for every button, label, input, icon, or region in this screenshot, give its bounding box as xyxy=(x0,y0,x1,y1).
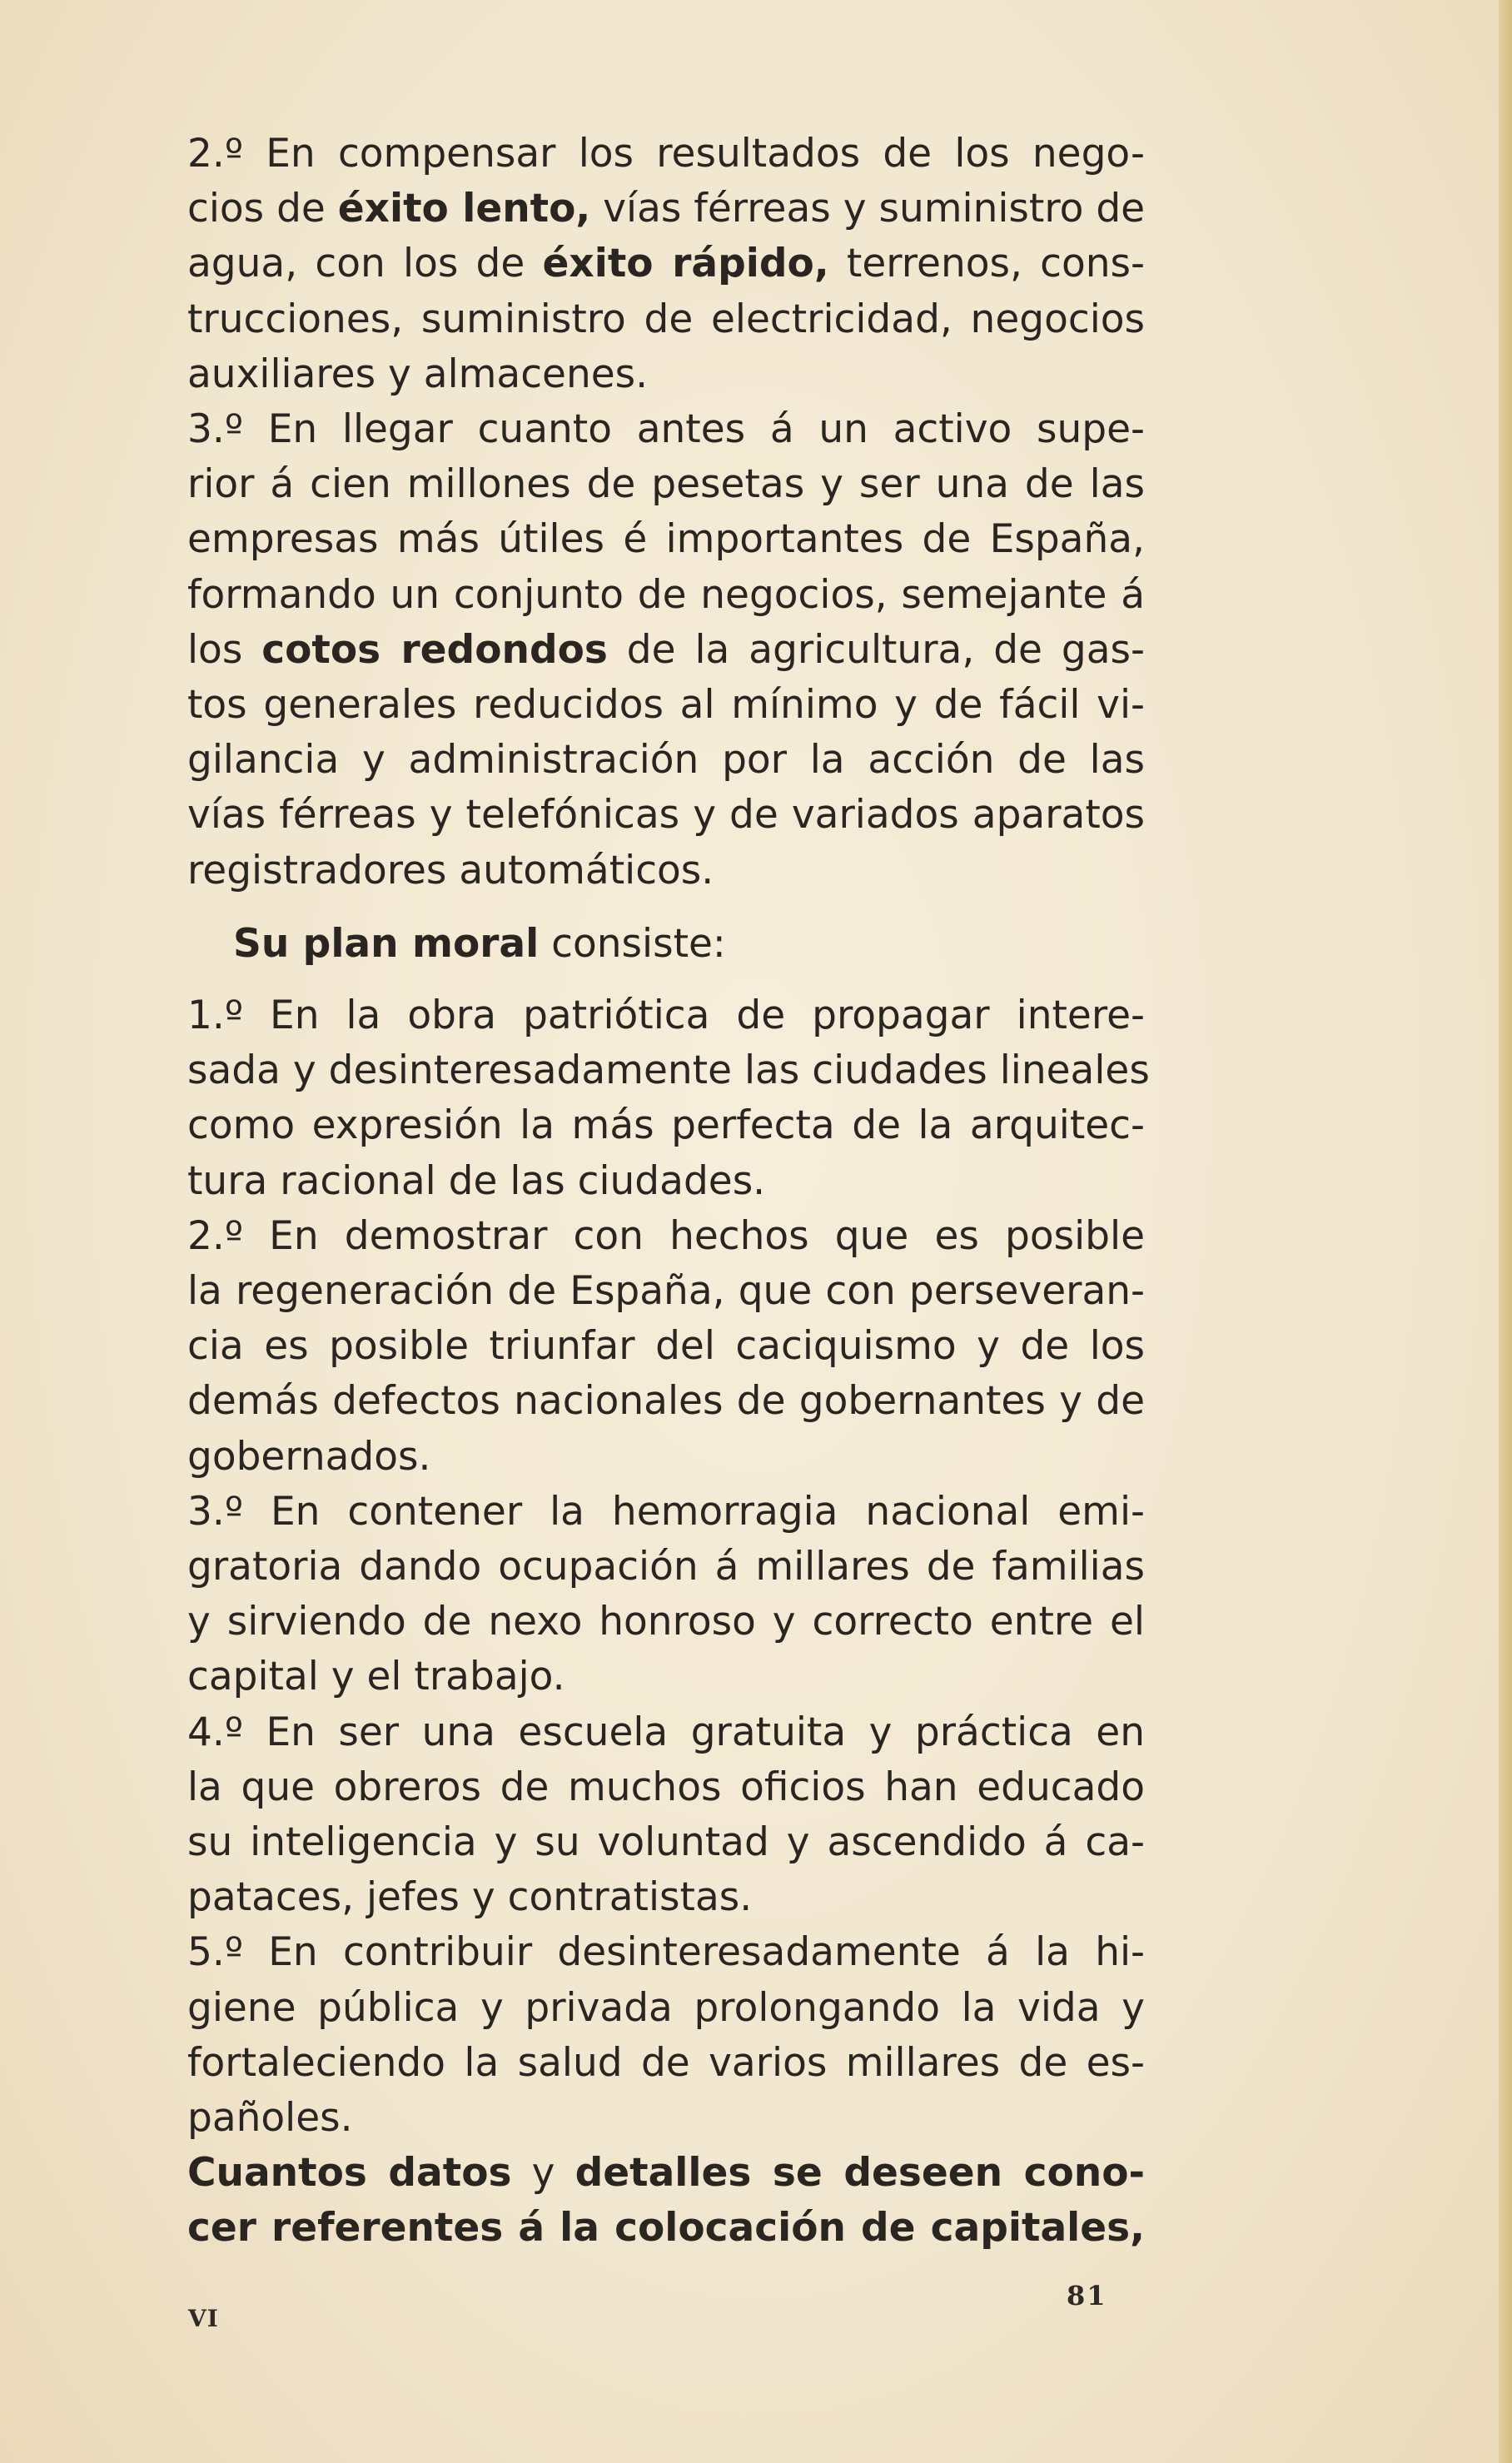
signature-mark: VI xyxy=(188,2305,219,2332)
text-line xyxy=(187,1925,1145,1980)
text-line xyxy=(187,1043,1150,1098)
text-run: la que obreros de muchos oficios han educado xyxy=(187,1764,1145,1810)
text-run: los xyxy=(187,626,262,673)
text-run: y sirviendo de nexo honroso y correcto entre el xyxy=(187,1599,1145,1645)
text-run: pañoles. xyxy=(187,2095,353,2141)
text-run: 3.º En contener la hemorragia nacional emi- xyxy=(187,1488,1145,1535)
bold-phrase: éxito rápido, xyxy=(542,241,829,287)
text-run: su inteligencia y su voluntad y ascendido á ca- xyxy=(187,1819,1145,1865)
text-line xyxy=(187,788,1145,843)
text-line xyxy=(187,1815,1145,1870)
text-line xyxy=(187,512,1145,567)
bold-phrase: éxito lento, xyxy=(337,186,591,232)
text-run: 3.º En llegar cuanto antes á un activo supe- xyxy=(187,406,1145,452)
text-run: como expresión la más perfecta de la arquitec- xyxy=(187,1102,1145,1149)
text-run: giene pública y privada prolongando la vida y xyxy=(187,1984,1145,2031)
text-run: registradores automáticos. xyxy=(187,847,714,893)
section-heading xyxy=(233,917,982,972)
text-run: vías férreas y suministro de xyxy=(590,186,1146,232)
text-run: 1.º En la obra patriótica de propagar intere- xyxy=(187,993,1145,1038)
text-line xyxy=(187,988,1145,1043)
text-run: vías férreas y telefónicas y de variados aparatos xyxy=(187,792,1145,838)
text-line xyxy=(187,1705,1145,1760)
bold-phrase: cer referentes á la colocación de capitales, xyxy=(187,2205,1145,2252)
text-run: y xyxy=(511,2150,575,2197)
text-run: gilancia y administración por la acción de las xyxy=(187,737,1145,784)
text-line xyxy=(187,127,1145,182)
text-run: 2.º En demostrar con hechos que es posible xyxy=(187,1212,1145,1259)
text-run: formando un conjunto de negocios, semejante á xyxy=(187,571,1145,618)
text-run: gobernados. xyxy=(187,1433,431,1480)
text-line xyxy=(187,1209,1145,1264)
text-line xyxy=(187,1154,1145,1209)
text-line xyxy=(187,1870,1145,1925)
text-run: rior á cien millones de pesetas y ser una de las xyxy=(187,461,1145,508)
text-line xyxy=(187,1540,1145,1595)
text-run: trucciones, suministro de electricidad, negocios xyxy=(187,296,1145,342)
text-run: fortaleciendo la salud de varios millares de es- xyxy=(187,2039,1145,2086)
text-line xyxy=(187,843,1145,898)
text-line xyxy=(187,347,1145,402)
text-run: de la agricultura, de gas- xyxy=(607,626,1145,673)
text-run: terrenos, cons- xyxy=(828,241,1146,287)
bold-phrase: detalles se deseen cono- xyxy=(574,2150,1145,2197)
text-line xyxy=(187,182,1145,236)
text-line xyxy=(187,2146,1145,2201)
text-run: 4.º En ser una escuela gratuita y práctica en xyxy=(187,1709,1145,1755)
text-line xyxy=(187,1485,1145,1540)
text-line xyxy=(187,236,1145,291)
text-line xyxy=(187,457,1145,512)
text-run: cia es posible triunfar del caciquismo y de los xyxy=(187,1323,1145,1370)
bold-phrase: Su plan moral xyxy=(233,920,540,967)
text-run: pataces, jefes y contratistas. xyxy=(187,1874,753,1921)
text-run: consiste: xyxy=(539,920,726,967)
text-line xyxy=(187,2091,1145,2146)
text-line xyxy=(187,2201,1145,2256)
text-run: tos generales reducidos al mínimo y de fácil vi- xyxy=(187,682,1145,728)
text-line xyxy=(187,678,1145,733)
text-run: tura racional de las ciudades. xyxy=(187,1157,766,1204)
text-line xyxy=(187,1264,1145,1319)
text-line xyxy=(187,1649,1145,1704)
text-run: 5.º En contribuir desinteresadamente á la hi- xyxy=(187,1929,1145,1976)
text-line xyxy=(187,292,1145,347)
text-line xyxy=(187,1374,1145,1429)
bold-phrase: Cuantos datos xyxy=(187,2150,512,2197)
text-line xyxy=(187,1981,1145,2036)
text-run: auxiliares y almacenes. xyxy=(187,351,649,397)
text-line xyxy=(187,1098,1145,1153)
page-number: 81 xyxy=(1067,2280,1107,2311)
text-run: agua, con los de xyxy=(187,241,543,287)
text-run: gratoria dando ocupación á millares de familias xyxy=(187,1544,1145,1590)
text-run: capital y el trabajo. xyxy=(187,1654,565,1700)
text-line xyxy=(187,402,1145,457)
text-line xyxy=(187,568,1145,623)
text-run: cios de xyxy=(187,186,338,232)
text-line xyxy=(187,623,1145,678)
text-run: empresas más útiles é importantes de España, xyxy=(187,516,1145,563)
page-edge xyxy=(1499,0,1512,2463)
text-line xyxy=(187,2036,1145,2091)
text-line xyxy=(187,1319,1145,1374)
text-run: sada y desinteresadamente las ciudades lineales xyxy=(187,1047,1150,1094)
text-line xyxy=(187,733,1145,788)
text-run: 2.º En compensar los resultados de los nego- xyxy=(187,131,1145,177)
text-line xyxy=(187,1760,1145,1815)
text-run: demás defectos nacionales de gobernantes y de xyxy=(187,1378,1145,1425)
text-line xyxy=(187,1430,1145,1485)
bold-phrase: cotos redondos xyxy=(261,626,608,673)
text-line xyxy=(187,1595,1145,1649)
text-run: la regeneración de España, que con perseveran- xyxy=(187,1268,1145,1314)
